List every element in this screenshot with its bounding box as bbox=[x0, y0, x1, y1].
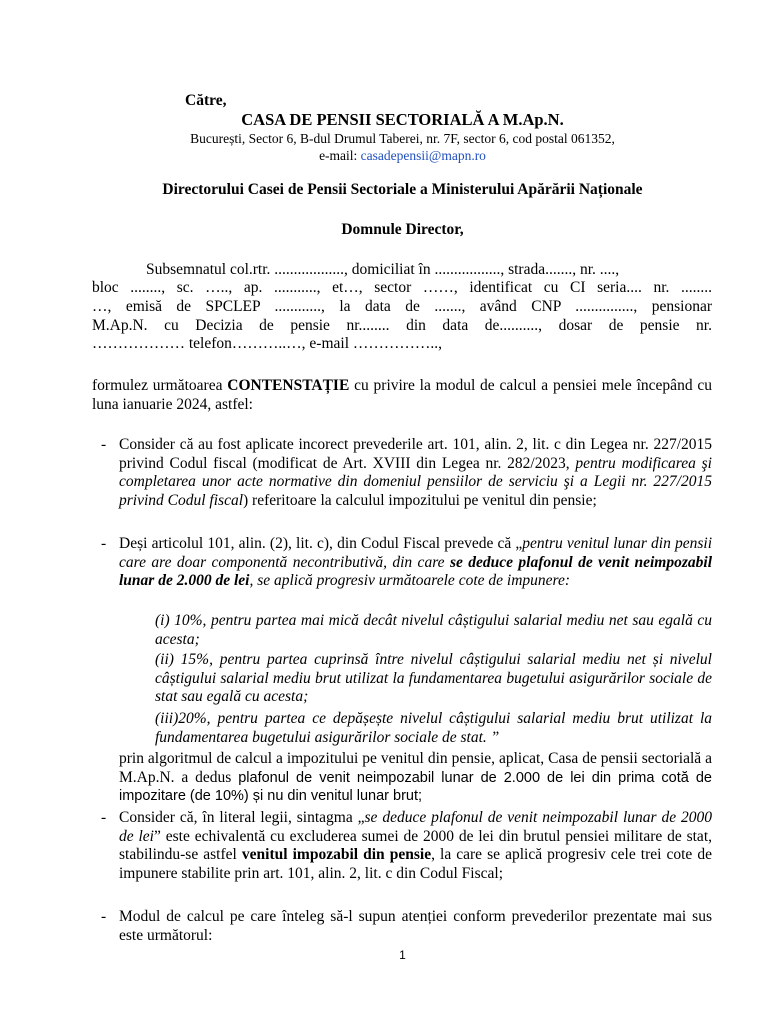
bullet-1 bbox=[119, 436, 712, 510]
bullet-4: Modul de calcul pe care înteleg să-l supun atenției conform prevederilor prezentate mai sus este următorul: bbox=[119, 908, 712, 944]
institution-address: București, Sector 6, B-dul Drumul Taberei, nr. 7F, sector 6, cod postal 061352, bbox=[190, 131, 615, 146]
contest-paragraph bbox=[92, 377, 712, 414]
intro-line-3: …, emisă de SPCLEP ............, la data de ......., având CNP ..............., pensionar bbox=[92, 298, 712, 315]
contest-post: cu privire la modul de calcul a pensiei mele începând cu luna ianuarie 2024, astfel: bbox=[92, 377, 712, 413]
sub-item-1: (i) 10%, pentru partea mai mică decât nivelul câștigului salarial mediu net sau egală cu acesta; bbox=[155, 612, 712, 648]
bullet-3-text-mid: ” este echivalentă cu excluderea sumei de 2000 de lei din brutul pensiei militare de stat, stabilindu-se astfel bbox=[119, 827, 712, 863]
contest-title: CONTENSTAȚIE bbox=[227, 377, 350, 394]
director-line: Directorului Casei de Pensii Sectoriale a Ministerului Apărării Naționale bbox=[162, 181, 643, 198]
bullet-dash-3: - bbox=[101, 809, 107, 826]
bullet-1-italic: pentru modificarea şi completarea unor acte normative din domeniul pensiilor de serviciu şi a Legii nr. 227/2015 privind Codul fiscal bbox=[119, 454, 712, 509]
bullet-3-italic: se deduce plafonul de venit neimpozabil lunar de 2000 de lei bbox=[119, 809, 712, 845]
bullet-1-text-end: ) referitoare la calculul impozitului pe venitul din pensie; bbox=[243, 491, 597, 509]
bullet-2-italic-end: , se aplică progresiv următoarele cote de impunere: bbox=[249, 572, 571, 589]
addressee-label: Către, bbox=[185, 92, 227, 109]
email-label: e-mail: bbox=[319, 148, 361, 163]
intro-line-5: ……………… telefon………..…, e-mail …………….., bbox=[92, 335, 442, 352]
bullet-1-text: Consider că au fost aplicate incorect prevederile art. 101, alin. 2, lit. c din Legea nr. 227/2015 privind Codul fiscal (modificat de Art. XVIII din Legea nr. 282/2023, bbox=[119, 436, 712, 472]
intro-line-4: M.Ap.N. cu Decizia de pensie nr........ din data de.........., dosar de pensie nr. bbox=[92, 317, 712, 334]
bullet-2-bold-italic: se deduce plafonul de venit neimpozabil lunar de 2.000 de lei bbox=[119, 553, 712, 589]
intro-line-2: bloc ........, sc. ….., ap. ..........., et…, sector ……, identificat cu CI seria.... nr. ........ bbox=[92, 279, 712, 296]
bullet-2-italic: pentru venitul lunar din pensii care are doar componentă necontributivă, din care bbox=[119, 535, 712, 571]
intro-line-1: Subsemnatul col.rtr. .................., domiciliat în ................., strada......., nr. ...., bbox=[146, 261, 620, 278]
bullet-3 bbox=[119, 809, 712, 883]
sub-item-2: (ii) 15%, pentru partea cuprinsă între nivelul câștigului salarial mediu net și nivelul câștigului salarial mediu brut utilizat la fundamentarea bugetului asigurărilor sociale de stat sau egală cu acesta; bbox=[155, 651, 712, 705]
bullet-dash-4: - bbox=[101, 908, 107, 925]
salutation: Domnule Director, bbox=[341, 221, 464, 238]
bullet-2-after bbox=[119, 750, 712, 806]
bullet-3-text: Consider că, în literal legii, sintagma „ bbox=[119, 809, 365, 826]
bullet-2-after-text: prin algoritmul de calcul a impozitului pe venitul din pensie, aplicat, Casa de pensii sectorială a M.Ap.N. a dedus bbox=[119, 750, 712, 786]
bullet-3-bold: venitul impozabil din pensie bbox=[241, 846, 432, 863]
contest-pre: formulez următoarea bbox=[92, 377, 228, 394]
sub-item-3: (iii)20%, pentru partea ce depășește nivelul câștigului salarial mediu brut utilizat la fundamentarea bugetului asigurărilor sociale de stat. ” bbox=[155, 710, 712, 746]
bullet-2-text: Deși articolul 101, alin. (2), lit. c), din Codul Fiscal prevede că „ bbox=[119, 535, 523, 552]
institution-name: CASA DE PENSII SECTORIALĂ A M.Ap.N. bbox=[241, 110, 564, 129]
bullet-2 bbox=[119, 535, 712, 591]
bullet-3-text-end: , la care se aplică progresiv cele trei cote de impunere stabilite prin art. 101, alin. 2, lit. c din Codul Fiscal; bbox=[119, 846, 712, 882]
bullet-2-after-highlight: plafonul de venit neimpozabil lunar de 2.000 de lei din prima cotă de impozitare (de 10%) și nu din venitul lunar brut; bbox=[119, 769, 712, 804]
page-number: 1 bbox=[399, 948, 406, 962]
email-link[interactable]: casadepensii@mapn.ro bbox=[360, 148, 486, 163]
bullet-dash-2: - bbox=[101, 535, 107, 552]
bullet-dash-1: - bbox=[101, 436, 107, 453]
institution-email-line bbox=[0, 148, 768, 164]
